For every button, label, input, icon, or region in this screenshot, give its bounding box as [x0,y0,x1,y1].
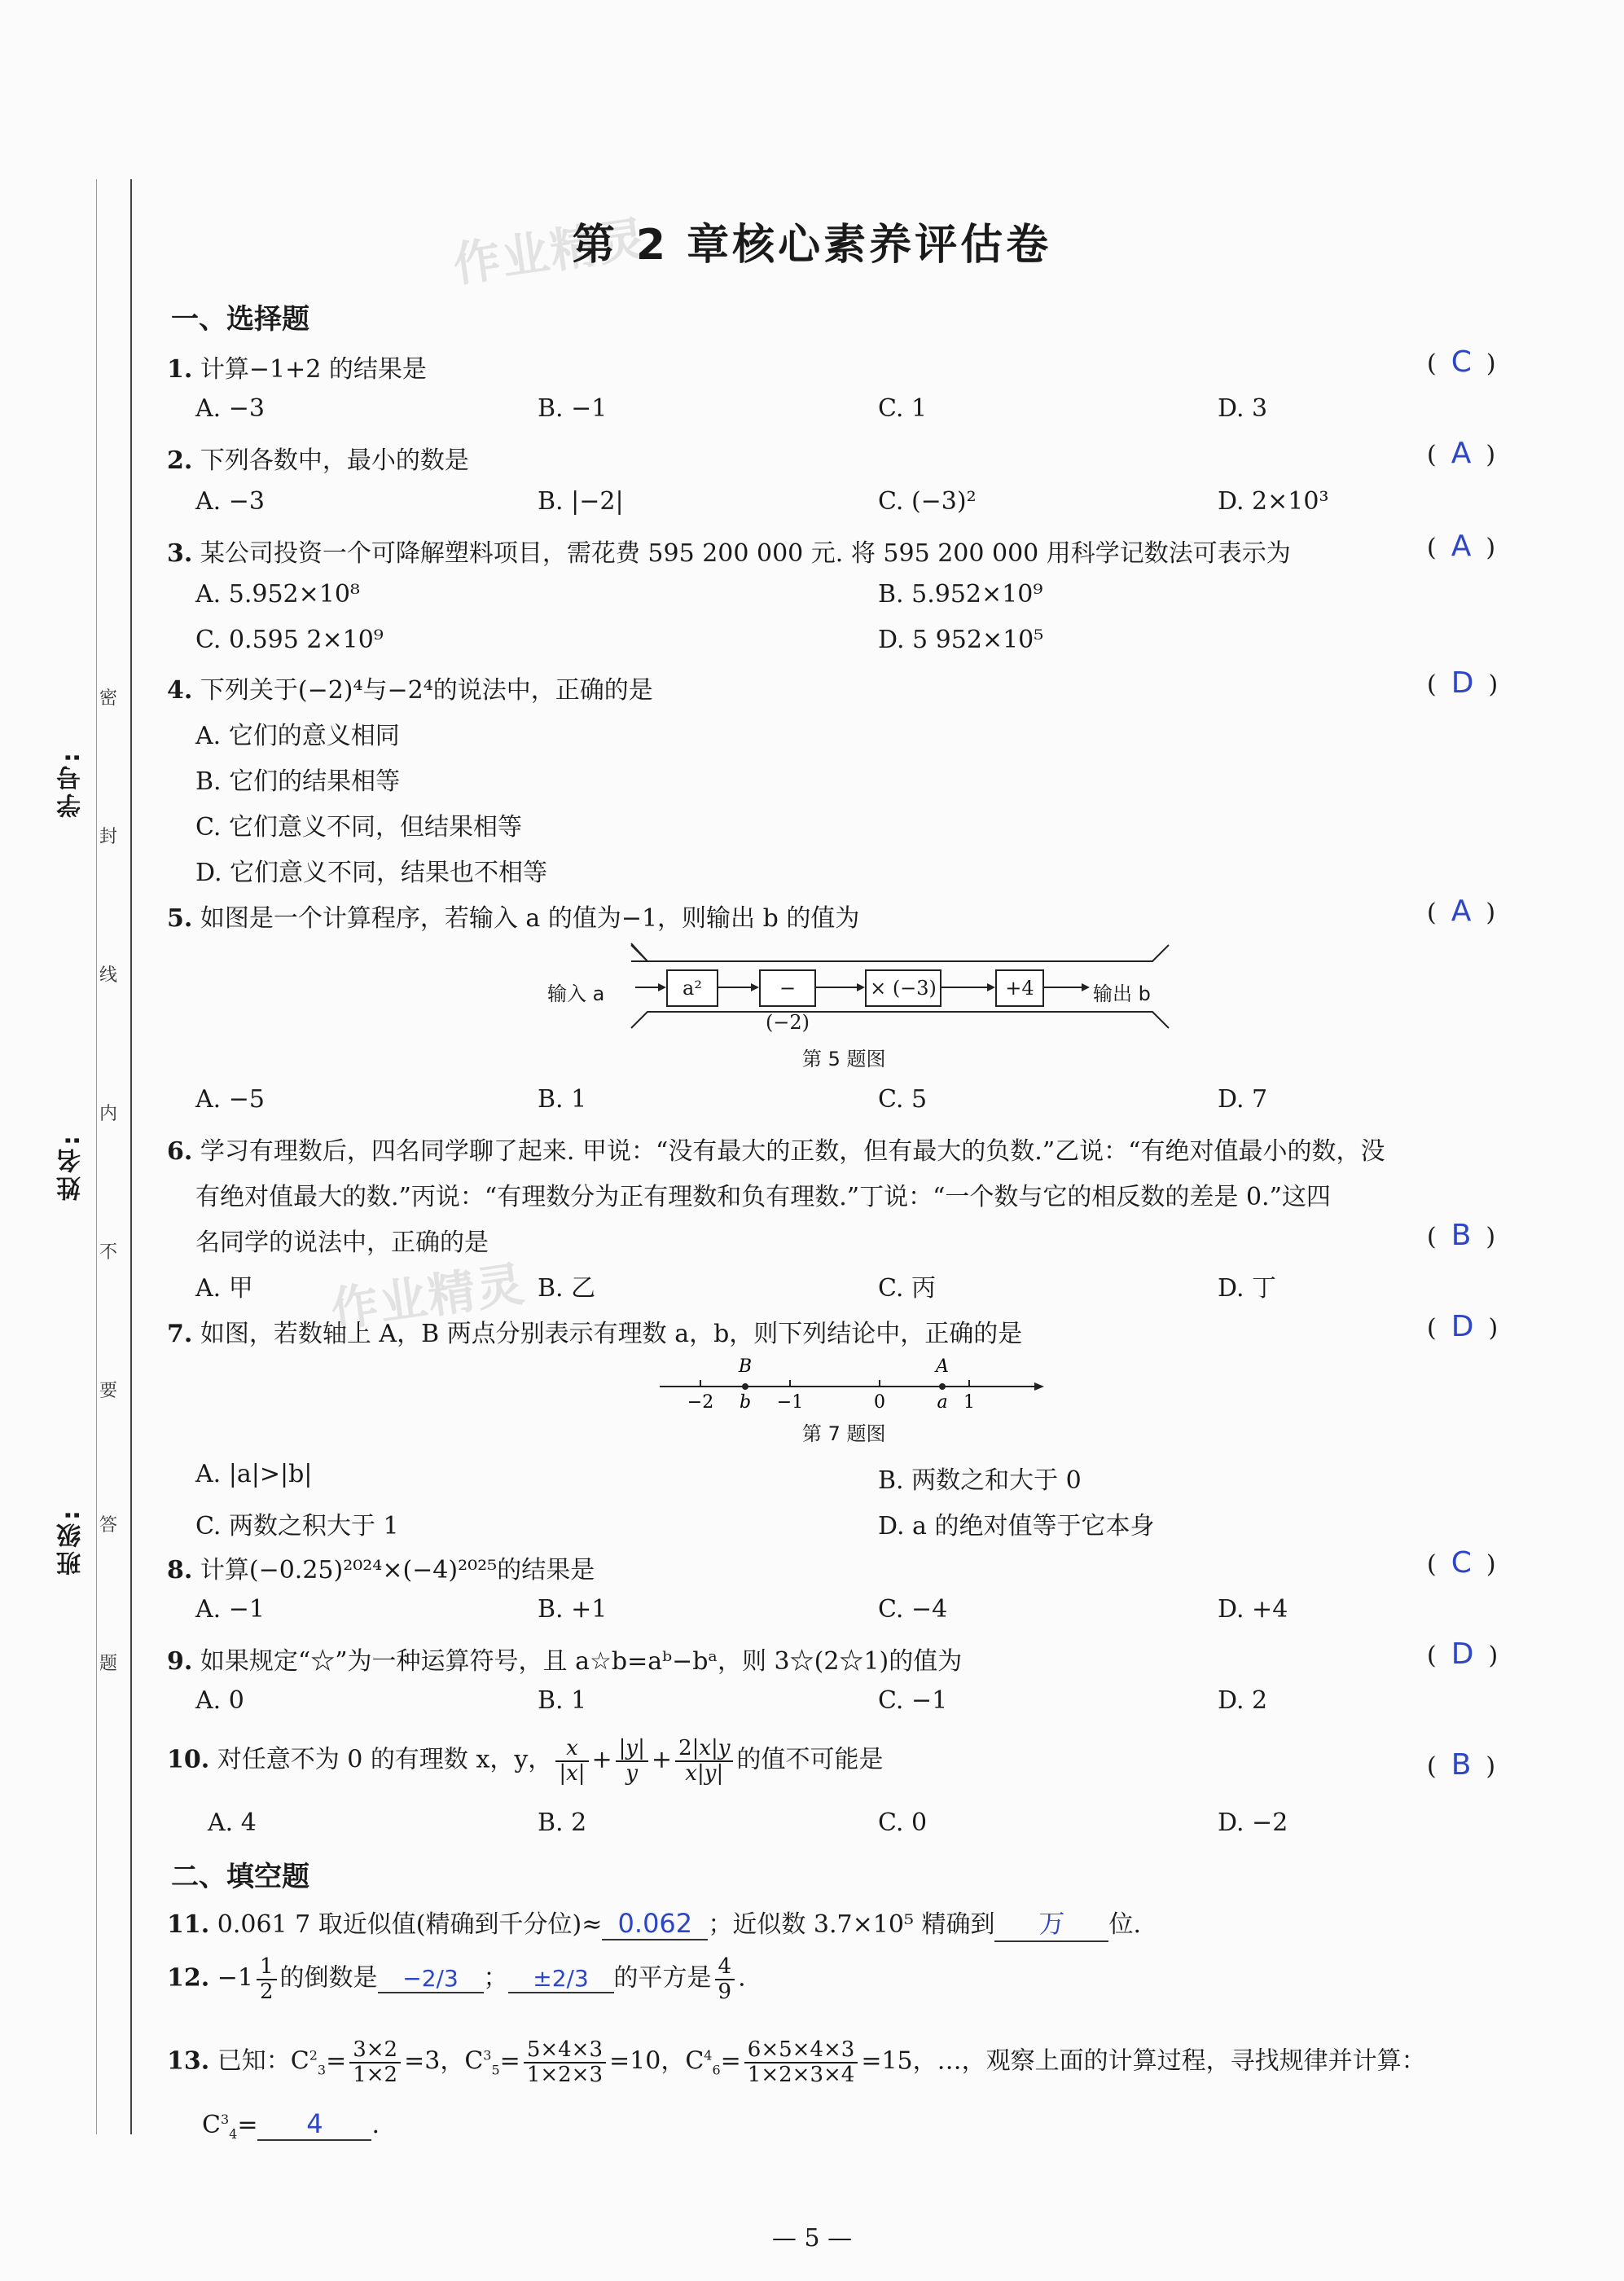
section-heading-fill: 二、填空题 [171,1861,309,1893]
question-13: 13. 已知：$C^2_3=$ $\frac{3\times 2}{1\times 2}$ =3，$C^3_5=$ $\frac{5\times 4\times 3}{1\times 2\times 3}$ =10，$C^4_6=$ $\frac{6\times 5\times 4\times 3}{1\times 2\times 3\times 4}$ =15，…，观察上面的计算过程，寻找规律并计算： [167,2037,1426,2087]
option: D. 2 [1218,1686,1268,1715]
option: C. 两数之积大于 1 [195,1512,399,1540]
question-number: 6. [167,1137,193,1166]
binding-char: 线 [99,965,118,986]
answer-blank: 4 [257,2108,371,2141]
option: B. 5.952×10⁹ [878,580,1043,609]
watermark: 作业精灵 [327,1255,529,1338]
option: B. 两数之和大于 0 [878,1466,1082,1495]
option: C. (−3)² [878,487,977,516]
answer-blank: −2/3 [378,1965,484,1993]
question-10: 10. 对任意不为 0 的有理数 x，y， $\frac{x}{|x|}$ + $\frac{|y|}{y}$ + $\frac{2|x|y}{x|y|}$ 的值不可能是 [167,1736,884,1786]
axis-point-name: B [738,1356,753,1377]
fraction-c46: $\frac{6\times 5\times 4\times 3}{1\times 2\times 3\times 4}$ [744,2038,858,2086]
option: D. 5 952×10⁵ [878,626,1044,654]
answer-value: B [1451,1219,1472,1252]
answer-value: C [1451,345,1472,379]
binding-char: 答 [99,1515,118,1536]
axis-tick-label: 1 [963,1392,975,1413]
answer-value: C [1451,1546,1472,1580]
student-name-label: 姓名: [57,1132,86,1201]
option: D. 丁 [1218,1274,1277,1303]
option: D. −2 [1218,1809,1288,1837]
option: B. −1 [538,394,608,423]
question-text: 的倒数是 [279,1963,378,1993]
axis-point [742,1383,748,1390]
axis-point-label: a [937,1392,948,1413]
option: D. 2×10³ [1218,487,1329,516]
section-heading-choice: 一、选择题 [171,303,309,336]
answer-7: ( D ) [1427,1310,1499,1343]
flow-box-subtract: −(−2) [759,969,816,1007]
question-text: ； [483,1963,508,1993]
flow-box-square: a² [666,969,718,1007]
flow-output-label: 输出 b [1093,982,1151,1005]
question-number: 1. [167,355,193,384]
answer-value: A [1451,530,1472,563]
flow-box-add: +4 [995,969,1044,1007]
question-text-line: 有绝对值最大的数.”丙说：“有理数分为正有理数和负有理数.”丁说：“一个数与它的相反数的差是 0.”这四 [195,1183,1331,1211]
answer-8: ( C ) [1427,1546,1496,1580]
fraction-2absxy: $\frac{2|x|y}{x|y|}$ [675,1737,733,1785]
binding-line-inner [130,179,132,2134]
question-text: 0.061 7 取近似值(精确到千分位)≈ [217,1910,603,1939]
axis-point [939,1383,946,1390]
fraction-one-half: $\frac{1}{2}$ [257,1955,277,2003]
option: B. 它们的结果相等 [195,767,401,796]
binding-char: 密 [99,688,118,709]
question-text: −1 [217,1963,253,1993]
question-6 [167,1131,1385,1167]
option: C. 5 [878,1085,928,1114]
class-label: 班级: [57,1507,86,1576]
figure-caption: 第 5 题图 [802,1048,886,1070]
flow-input-label: 输入 a [547,982,605,1005]
option: D. 它们意义不同，结果也不相等 [195,859,548,887]
binding-char: 内 [99,1104,118,1124]
question-2 [167,440,469,476]
option: D. 3 [1218,394,1268,423]
option: D. a 的绝对值等于它本身 [878,1512,1155,1540]
question-text: 下列关于(−2)⁴与−2⁴的说法中，正确的是 [200,676,653,705]
binding-char: 封 [99,827,118,847]
question-number: 9. [167,1647,193,1676]
question-9 [167,1641,962,1677]
option: A. −3 [195,487,265,516]
axis-tick-label: 0 [874,1392,885,1413]
option: B. 1 [538,1085,587,1114]
question-4 [167,670,653,705]
question-number: 7. [167,1320,193,1348]
question-text-line: 名同学的说法中，正确的是 [195,1228,489,1257]
option: A. −3 [195,394,265,423]
axis-tick-label: −1 [776,1392,804,1413]
binding-line-outer [96,179,97,2134]
answer-6: ( B ) [1427,1219,1496,1252]
program-flow-diagram [538,937,1189,1043]
number-line [652,1352,1059,1417]
fraction-c35: $\frac{5\times 4\times 3}{1\times 2\times 3}$ [524,2038,606,2086]
question-text: 位. [1108,1910,1142,1939]
question-text: 某公司投资一个可降解塑料项目，需花费 595 200 000 元. 将 595 200 000 用科学记数法可表示为 [200,539,1291,568]
question-number: 10. [167,1745,210,1774]
question-number: 5. [167,904,193,933]
flow-box-multiply: × (−3) [865,969,941,1007]
question-8 [167,1549,595,1585]
fraction-x-absx: $\frac{x}{|x|}$ [555,1737,588,1785]
option: C. 丙 [878,1274,936,1303]
fraction-absy-y: $\frac{|y|}{y}$ [616,1737,648,1785]
question-1 [167,349,427,385]
axis-tick-label: −2 [687,1392,714,1413]
option: C. 0.595 2×10⁹ [195,626,384,654]
question-5 [167,898,859,934]
page-title: 第 2 章核心素养评估卷 [572,221,1052,270]
question-text: 如果规定“☆”为一种运算符号，且 a☆b=aᵇ−bᵃ，则 3☆(2☆1)的值为 [200,1647,963,1676]
figure-caption: 第 7 题图 [802,1422,886,1445]
option: B. 1 [538,1686,587,1715]
question-12: 12. −1 $\frac{1}{2}$ 的倒数是 −2/3 ； ±2/3 的平方是 $\frac{4}{9}$ . [167,1954,746,2004]
combination-symbol: C [202,2111,221,2139]
answer-blank: 万 [994,1903,1108,1942]
question-11 [167,1903,1141,1942]
option: C. −4 [878,1595,948,1624]
option: A. 甲 [195,1274,253,1303]
answer-4: ( D ) [1427,666,1499,700]
question-number: 2. [167,446,193,475]
question-7 [167,1313,1022,1349]
page-number: — 5 — [771,2224,853,2252]
question-text: 如图是一个计算程序，若输入 a 的值为−1，则输出 b 的值为 [200,904,860,933]
question-text: 的值不可能是 [736,1745,884,1774]
question-text: 计算(−0.25)²⁰²⁴×(−4)²⁰²⁵的结果是 [200,1556,595,1584]
question-number: 12. [167,1963,210,1993]
binding-char: 要 [99,1381,118,1401]
answer-value: A [1451,894,1472,928]
option: A. 4 [208,1809,257,1837]
option: A. −5 [195,1085,265,1114]
option: A. 它们的意义相同 [195,722,400,750]
question-number: 11. [167,1910,210,1939]
axis-arrow [1034,1382,1044,1391]
question-number: 3. [167,539,193,568]
axis-point-label: b [739,1392,752,1413]
option: A. 5.952×10⁸ [195,580,360,609]
answer-2: ( A ) [1427,437,1496,470]
question-3 [167,533,1291,569]
option: A. 0 [195,1686,244,1715]
option: B. 乙 [538,1274,596,1303]
question-text: 的平方是 [613,1963,712,1993]
answer-9: ( D ) [1427,1637,1499,1671]
option: D. +4 [1218,1595,1288,1624]
answer-value: A [1451,437,1472,470]
option: B. |−2| [538,487,624,516]
option: C. −1 [878,1686,948,1715]
answer-10: ( B ) [1427,1748,1496,1782]
question-text: 已知： [217,2046,291,2076]
option: C. 1 [878,394,928,423]
option: C. 它们意义不同，但结果相等 [195,813,522,842]
question-text: 对任意不为 0 的有理数 x，y， [217,1745,553,1774]
binding-char: 题 [99,1654,118,1674]
answer-value: D [1451,1637,1474,1671]
answer-value: D [1451,1310,1474,1343]
question-13-line2: $C^3_4= 4$ . [202,2108,380,2142]
option: C. 0 [878,1809,928,1837]
answer-3: ( A ) [1427,530,1496,563]
fraction-four-ninths: $\frac{4}{9}$ [715,1955,735,2003]
question-text: ，…，观察上面的计算过程，寻找规律并计算： [912,2046,1426,2076]
answer-blank: 0.062 [602,1908,708,1940]
watermark: 作业精灵 [450,210,652,293]
question-text: 下列各数中，最小的数是 [200,446,469,475]
binding-char: 不 [99,1242,118,1263]
question-text: 计算−1+2 的结果是 [200,355,427,384]
answer-value: D [1451,666,1474,700]
answer-blank: ±2/3 [508,1965,614,1993]
option: B. 2 [538,1809,587,1837]
question-text: 如图，若数轴上 A，B 两点分别表示有理数 a，b，则下列结论中，正确的是 [200,1320,1023,1348]
question-number: 4. [167,676,193,705]
question-text: 学习有理数后，四名同学聊了起来. 甲说：“没有最大的正数，但有最大的负数.”乙说：“有绝对值最小的数，没 [200,1137,1385,1166]
answer-5: ( A ) [1427,894,1496,928]
question-number: 8. [167,1556,193,1584]
question-text: ；近似数 3.7×10⁵ 精确到 [708,1910,995,1939]
option: D. 7 [1218,1085,1268,1114]
student-id-label: 学号: [57,749,86,818]
fraction-c23: $\frac{3\times 2}{1\times 2}$ [349,2038,401,2086]
answer-value: B [1451,1748,1472,1782]
answer-1: ( C ) [1427,345,1496,379]
option: A. −1 [195,1595,265,1624]
question-number: 13. [167,2046,210,2076]
option: A. |a|>|b| [195,1460,313,1488]
option: B. +1 [538,1595,608,1624]
axis-point-name: A [936,1356,949,1377]
